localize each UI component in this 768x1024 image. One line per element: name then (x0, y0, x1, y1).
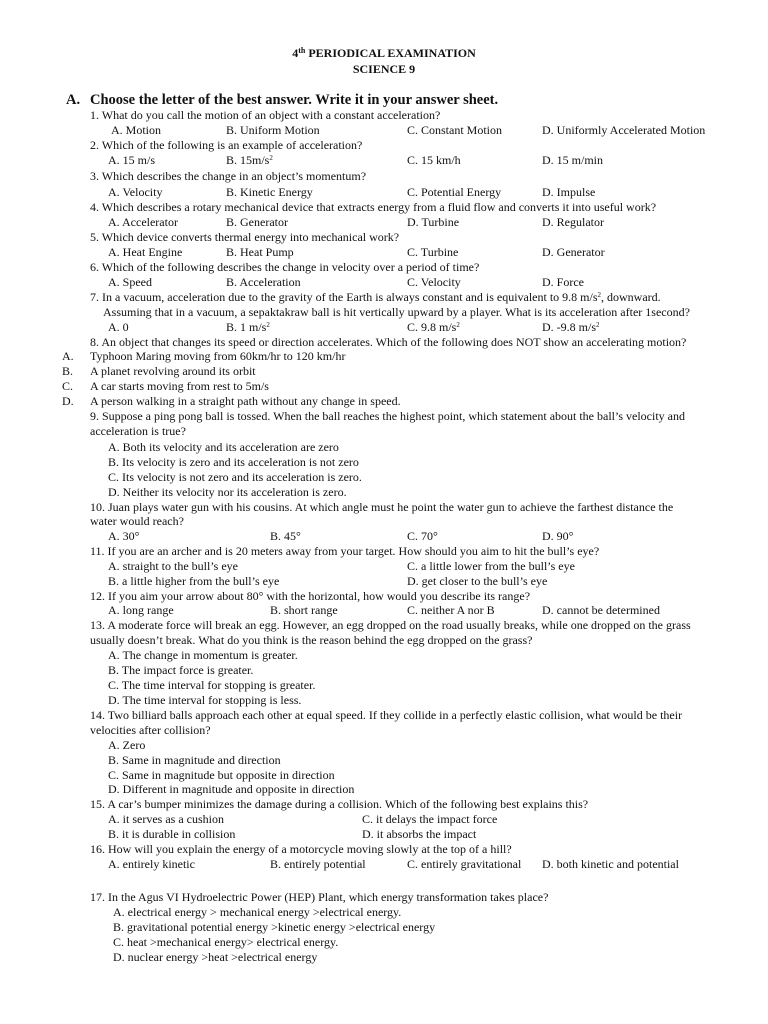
question-5: 5. Which device converts thermal energy into mechanical work? (90, 230, 400, 244)
question-11: 11. If you are an archer and is 20 meters away from your target. How should you aim to hit the bull’s eye? (90, 544, 600, 558)
question-9: 9. Suppose a ping pong ball is tossed. When the ball reaches the highest point, which statement about the ball’s velocity and (90, 409, 685, 423)
question-9-option-a: A. Both its velocity and its acceleration are zero (108, 440, 339, 454)
question-3-options: A. Velocity B. Kinetic Energy C. Potential Energy D. Impulse (108, 185, 596, 199)
question-13-option-a: A. The change in momentum is greater. (108, 648, 298, 662)
question-10: 10. Juan plays water gun with his cousins. At which angle must he point the water gun to achieve the farthest distance the (90, 500, 674, 514)
question-17-option-d: D. nuclear energy >heat >electrical energy (113, 950, 318, 964)
question-12: 12. If you aim your arrow about 80° with the horizontal, how would you describe its range? (90, 589, 531, 603)
question-1-options: A. Motion B. Uniform Motion C. Constant Motion D. Uniformly Accelerated Motion (111, 123, 706, 137)
question-9-continued: acceleration is true? (90, 424, 186, 438)
question-12-options: A. long range B. short range C. neither A nor B D. cannot be determined (108, 603, 660, 617)
question-7-continued: Assuming that in a vacuum, a sepaktakraw ball is hit vertically upward by a player. What is its acceleration after 1second? (103, 305, 690, 319)
question-8-option-c: C. A car starts moving from rest to 5m/s (62, 379, 269, 393)
question-16-options: A. entirely kinetic B. entirely potential C. entirely gravitational D. both kinetic and potential (108, 857, 679, 871)
question-5-options: A. Heat Engine B. Heat Pump C. Turbine D. Generator (108, 245, 605, 259)
question-11-options-row1: A. straight to the bull’s eye C. a little lower from the bull’s eye (108, 559, 575, 573)
question-8-option-d: D. A person walking in a straight path without any change in speed. (62, 394, 401, 408)
question-4-options: A. Accelerator B. Generator D. Turbine D. Regulator (108, 215, 604, 229)
section-a-instruction: A. Choose the letter of the best answer. Write it in your answer sheet. (66, 92, 499, 108)
question-8-option-a: A. Typhoon Maring moving from 60km/hr to 120 km/hr (62, 349, 346, 363)
question-6: 6. Which of the following describes the change in velocity over a period of time? (90, 260, 480, 274)
question-2: 2. Which of the following is an example of acceleration? (90, 138, 363, 152)
question-7-options: A. 0 B. 1 $m/s^2$ C. 9.8 $m/s^2$ D. -9.8 $m/s^2$ (108, 320, 600, 334)
question-13: 13. A moderate force will break an egg. However, an egg dropped on the road usually breaks, while one dropped on the grass (90, 618, 691, 632)
exam-subject: SCIENCE 9 (352, 62, 416, 76)
question-14-option-a: A. Zero (108, 738, 146, 752)
question-15-options-row2: B. it is durable in collision D. it absorbs the impact (108, 827, 477, 841)
question-1: 1. What do you call the motion of an object with a constant acceleration? (90, 108, 441, 122)
question-14-option-b: B. Same in magnitude and direction (108, 753, 281, 767)
question-17: 17. In the Agus VI Hydroelectric Power (HEP) Plant, which energy transformation takes place? (90, 890, 549, 904)
question-15: 15. A car’s bumper minimizes the damage during a collision. Which of the following best explains this? (90, 797, 589, 811)
question-14: 14. Two billiard balls approach each other at equal speed. If they collide in a perfectly elastic collision, what would be their (90, 708, 683, 722)
question-6-options: A. Speed B. Acceleration C. Velocity D. Force (108, 275, 584, 289)
question-9-option-d: D. Neither its velocity nor its acceleration is zero. (108, 485, 347, 499)
question-17-option-c: C. heat >mechanical energy> electrical energy. (113, 935, 339, 949)
question-3: 3. Which describes the change in an object’s momentum? (90, 169, 367, 183)
question-16: 16. How will you explain the energy of a motorcycle moving slowly at the top of a hill? (90, 842, 512, 856)
question-14-option-d: D. Different in magnitude and opposite in direction (108, 782, 355, 796)
question-7: 7. In a vacuum, acceleration due to the gravity of the Earth is always constant and is equivalent to 9.8 $m/s^2$, downward. (90, 290, 661, 304)
question-14-option-c: C. Same in magnitude but opposite in direction (108, 768, 335, 782)
question-14-continued: velocities after collision? (90, 723, 211, 737)
question-15-options-row1: A. it serves as a cushion C. it delays the impact force (108, 812, 498, 826)
question-13-option-b: B. The impact force is greater. (108, 663, 254, 677)
question-10-continued: water would reach? (90, 514, 184, 528)
question-8: 8. An object that changes its speed or direction accelerates. Which of the following does NOT show an accelerating motion? (90, 335, 687, 349)
question-10-options: A. 30° B. 45° C. 70° D. 90° (108, 529, 574, 543)
question-9-option-c: C. Its velocity is not zero and its acceleration is zero. (108, 470, 362, 484)
question-11-options-row2: B. a little higher from the bull’s eye D. get closer to the bull’s eye (108, 574, 548, 588)
question-13-option-c: C. The time interval for stopping is greater. (108, 678, 316, 692)
question-13-continued: usually doesn’t break. What do you think is the reason behind the egg dropped on the grass? (90, 633, 533, 647)
question-13-option-d: D. The time interval for stopping is less. (108, 693, 302, 707)
question-8-option-b: B. A planet revolving around its orbit (62, 364, 256, 378)
exam-title: 4th PERIODICAL EXAMINATION (292, 46, 476, 60)
question-17-option-a: A. electrical energy > mechanical energy >electrical energy. (113, 905, 402, 919)
question-4: 4. Which describes a rotary mechanical device that extracts energy from a fluid flow and converts it into useful work? (90, 200, 657, 214)
question-9-option-b: B. Its velocity is zero and its acceleration is not zero (108, 455, 359, 469)
question-17-option-b: B. gravitational potential energy >kinetic energy >electrical energy (113, 920, 436, 934)
question-2-options: A. 15 m/s B. $15m/s^2$ C. 15 km/h D. 15 m/min (108, 153, 604, 167)
